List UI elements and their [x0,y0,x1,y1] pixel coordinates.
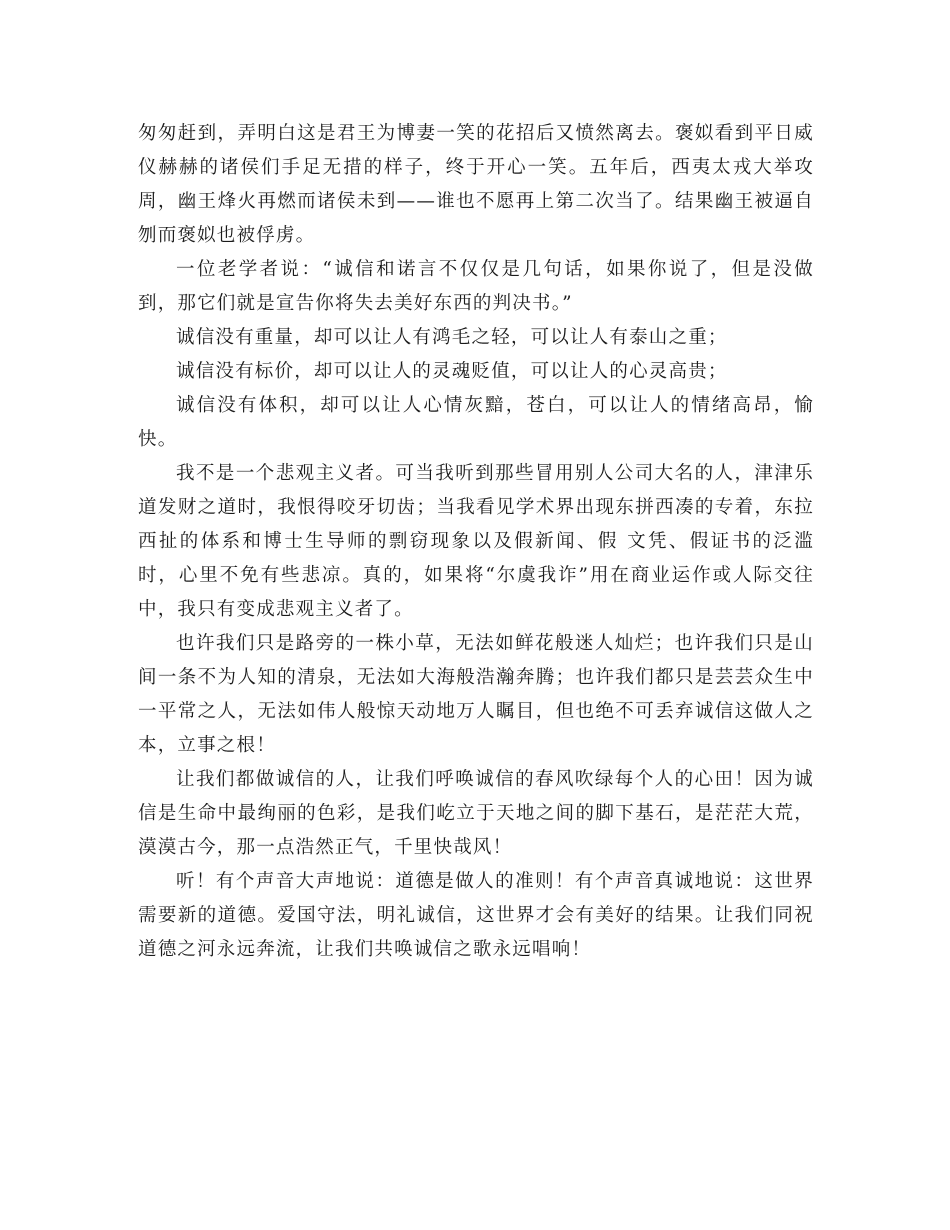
paragraph-integrity-price: 诚信没有标价，却可以让人的灵魂贬值，可以让人的心灵高贵； [176,361,728,382]
paragraph-integrity-volume: 诚信没有体积，却可以让人心情灰黯，苍白，可以让人的情绪高昂，愉快。 [138,395,814,450]
paragraph-continuation: 匆匆赶到，弄明白这是君王为博妻一笑的花招后又愤然离去。褒姒看到平日威仪赫赫的诸侯们手足无措的样子，终于开心一笑。五年后，西夷太戎大举攻周，幽王烽火再燃而诸侯未到——谁也不愿再上第二次当了。结果幽王被逼自刎而褒姒也被俘虏。 [138,123,814,246]
document-body [138,117,814,967]
paragraph-pessimist: 我不是一个悲观主义者。可当我听到那些冒用别人公司大名的人，津津乐道发财之道时，我恨得咬牙切齿；当我看见学术界出现东拼西凑的专着，东拉西扯的体系和博士生导师的剽窃现象以及假新闻、假 文凭、假证书的泛滥时，心里不免有些悲凉。真的，如果将“尔虞我诈”用在商业运作或人际交往中，我只有变成悲观主义者了。 [138,463,814,620]
paragraph-small-grass: 也许我们只是路旁的一株小草，无法如鲜花般迷人灿烂；也许我们只是山间一条不为人知的清泉，无法如大海般浩瀚奔腾；也许我们都只是芸芸众生中一平常之人，无法如伟人般惊天动地万人瞩目，但也绝不可丢弃诚信这做人之本，立事之根！ [138,633,814,756]
paragraph-call-to-action: 让我们都做诚信的人，让我们呼唤诚信的春风吹绿每个人的心田！因为诚信是生命中最绚丽的色彩，是我们屹立于天地之间的脚下基石，是茫茫大荒，漠漠古今，那一点浩然正气，千里快哉风！ [138,769,814,858]
paragraph-scholar-quote: 一位老学者说：“诚信和诺言不仅仅是几句话，如果你说了，但是没做到，那它们就是宣告你将失去美好东西的判决书。” [138,259,814,314]
paragraph-integrity-weight: 诚信没有重量，却可以让人有鸿毛之轻，可以让人有泰山之重； [176,327,728,348]
paragraph-conclusion: 听！有个声音大声地说：道德是做人的准则！有个声音真诚地说：这世界需要新的道德。爱国守法，明礼诚信，这世界才会有美好的结果。让我们同祝道德之河永远奔流，让我们共唤诚信之歌永远唱响！ [138,871,814,960]
